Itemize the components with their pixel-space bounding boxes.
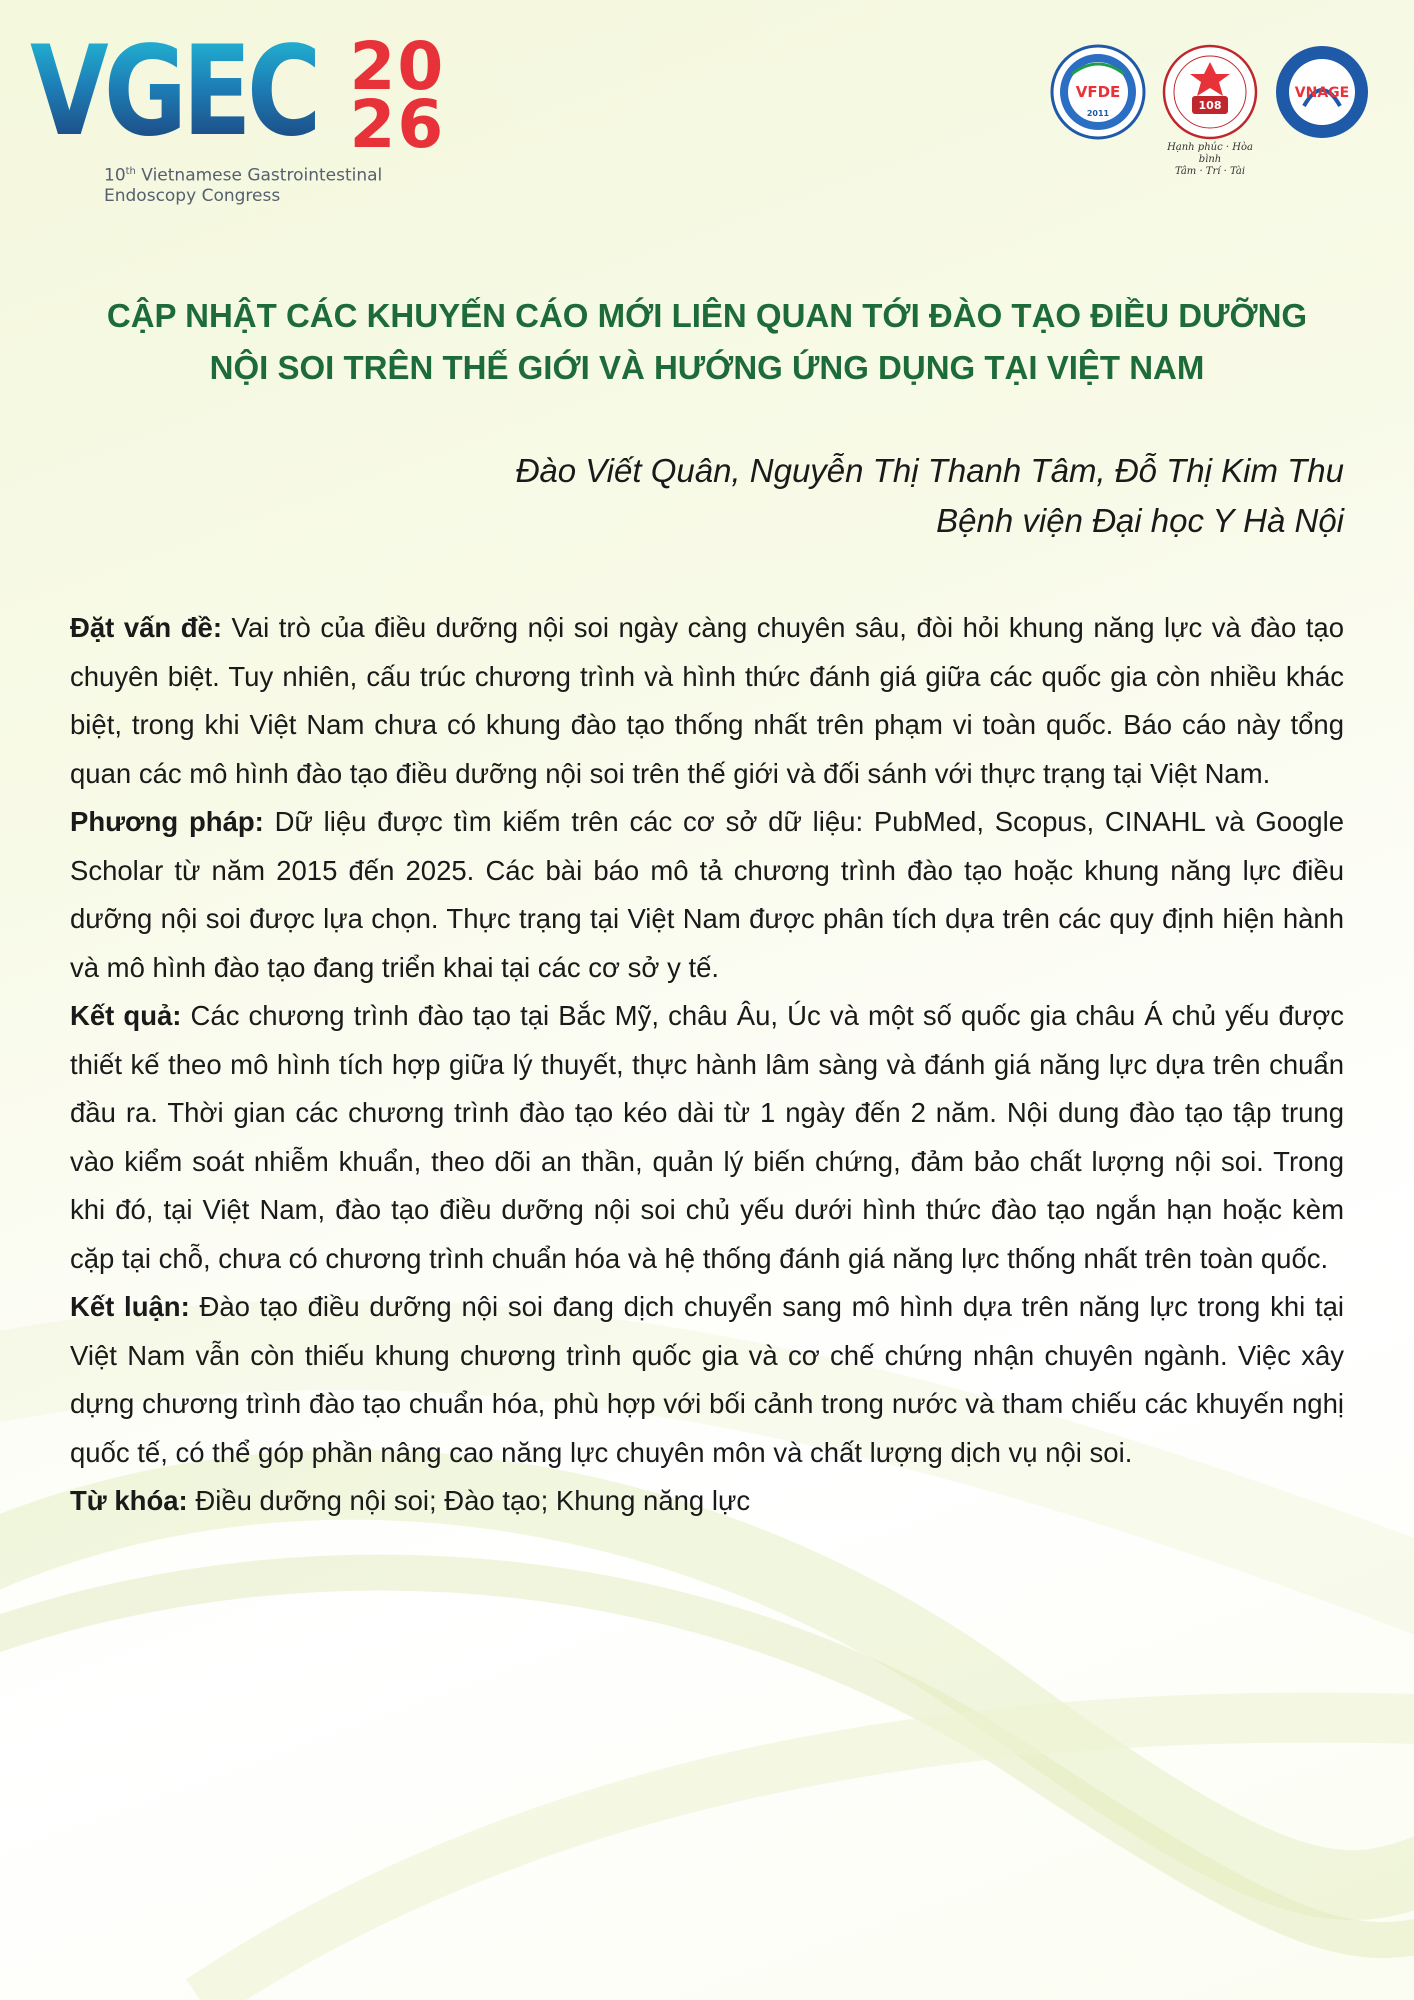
hospital-seal-icon (1162, 44, 1258, 140)
brand-year-bottom: 26 (349, 85, 446, 163)
brand-subtitle-line2: Endoscopy Congress (104, 185, 281, 206)
abstract-body (70, 604, 1344, 1526)
section-text: Điều dưỡng nội soi; Đào tạo; Khung năng lực (187, 1485, 751, 1516)
brand-subtitle (104, 162, 410, 206)
vgec-logo (30, 20, 446, 164)
brand-year-top: 20 (349, 27, 446, 105)
abstract-title (60, 290, 1354, 394)
authors-block (516, 446, 1344, 546)
brand-subtitle-rest: Vietnamese Gastrointestinal (135, 165, 383, 186)
military-hospital-108-logo (1162, 44, 1258, 178)
vnage-logo (1274, 44, 1370, 140)
section-conclusion (70, 1283, 1344, 1477)
brand-subtitle-ordinal: 10 (104, 165, 126, 186)
section-text: Các chương trình đào tạo tại Bắc Mỹ, châu Âu, Úc và một số quốc gia châu Á chủ yếu được thiết kế theo mô hình tích hợp giữa lý thuyết, thực hành lâm sàng và đánh giá năng lực dựa trên chuẩn đầu ra. Thời gian các chương trình đào tạo kéo dài từ 1 ngày đến 2 năm. Nội dung đào tạo tập trung vào kiểm soát nhiễm khuẩn, theo dõi an thần, quản lý biến chứng, đảm bảo chất lượng nội soi. Trong khi đó, tại Việt Nam, đào tạo điều dưỡng nội soi chủ yếu dưới hình thức đào tạo ngắn hạn hoặc kèm cặp tại chỗ, chưa có chương trình chuẩn hóa và hệ thống đánh giá năng lực thống nhất trên toàn quốc. (70, 1000, 1345, 1274)
brand-subtitle-sup: th (125, 166, 136, 177)
section-heading: Phương pháp: (70, 806, 264, 837)
section-heading: Kết quả: (70, 1000, 182, 1031)
vfde-year: 2011 (1086, 109, 1110, 118)
vfde-logo (1050, 44, 1146, 140)
section-heading: Đặt vấn đề: (70, 612, 222, 643)
hospital-108-label: 108 (1198, 99, 1222, 112)
title-line-1: CẬP NHẬT CÁC KHUYẾN CÁO MỚI LIÊN QUAN TỚI ĐÀO TẠO ĐIỀU DƯỠNG (106, 297, 1308, 334)
brand-name: VGEC (30, 20, 317, 164)
section-heading: Từ khóa: (70, 1485, 188, 1516)
vfde-label: VFDE (1075, 83, 1121, 101)
section-background (70, 604, 1344, 798)
section-text: Vai trò của điều dưỡng nội soi ngày càng chuyên sâu, đòi hỏi khung năng lực và đào tạo chuyên biệt. Tuy nhiên, cấu trúc chương trình và hình thức đánh giá giữa các quốc gia còn nhiều khác biệt, trong khi Việt Nam chưa có khung đào tạo thống nhất trên phạm vi toàn quốc. Báo cáo này tổng quan các mô hình đào tạo điều dưỡng nội soi trên thế giới và đối sánh với thực trạng tại Việt Nam. (70, 612, 1344, 789)
author-affiliation: Bệnh viện Đại học Y Hà Nội (936, 502, 1344, 539)
hospital-motto-line2: Tâm · Trí · Tài (1174, 166, 1246, 177)
vnage-seal-icon (1274, 44, 1370, 140)
section-text: Đào tạo điều dưỡng nội soi đang dịch chuyển sang mô hình dựa trên năng lực trong khi tại Việt Nam vẫn còn thiếu khung chương trình quốc gia và cơ chế chứng nhận chuyên ngành. Việc xây dựng chương trình đào tạo chuẩn hóa, phù hợp với bối cảnh trong nước và tham chiếu các khuyến nghị quốc tế, có thể góp phần nâng cao năng lực chuyên môn và chất lượng dịch vụ nội soi. (70, 1291, 1345, 1468)
vgec-brand (30, 20, 446, 220)
author-names: Đào Viết Quân, Nguyễn Thị Thanh Tâm, Đỗ Thị Kim Thu (515, 452, 1344, 489)
title-line-2: NỘI SOI TRÊN THẾ GIỚI VÀ HƯỚNG ỨNG DỤNG TẠI VIỆT NAM (209, 349, 1205, 386)
hospital-motto (1162, 142, 1258, 178)
section-methods (70, 798, 1344, 992)
partner-logos (1050, 44, 1370, 178)
section-results (70, 992, 1344, 1283)
section-text: Dữ liệu được tìm kiếm trên các cơ sở dữ liệu: PubMed, Scopus, CINAHL và Google Scholar từ năm 2015 đến 2025. Các bài báo mô tả chương trình đào tạo hoặc khung năng lực điều dưỡng nội soi được lựa chọn. Thực trạng tại Việt Nam được phân tích dựa trên các quy định hiện hành và mô hình đào tạo đang triển khai tại các cơ sở y tế. (70, 806, 1344, 983)
vfde-seal-icon (1050, 44, 1146, 140)
section-heading: Kết luận: (70, 1291, 190, 1322)
section-keywords (70, 1477, 1344, 1526)
brand-year (349, 27, 446, 163)
hospital-motto-line1: Hạnh phúc · Hòa bình (1167, 142, 1253, 165)
vnage-label: VNAGE (1294, 85, 1350, 101)
